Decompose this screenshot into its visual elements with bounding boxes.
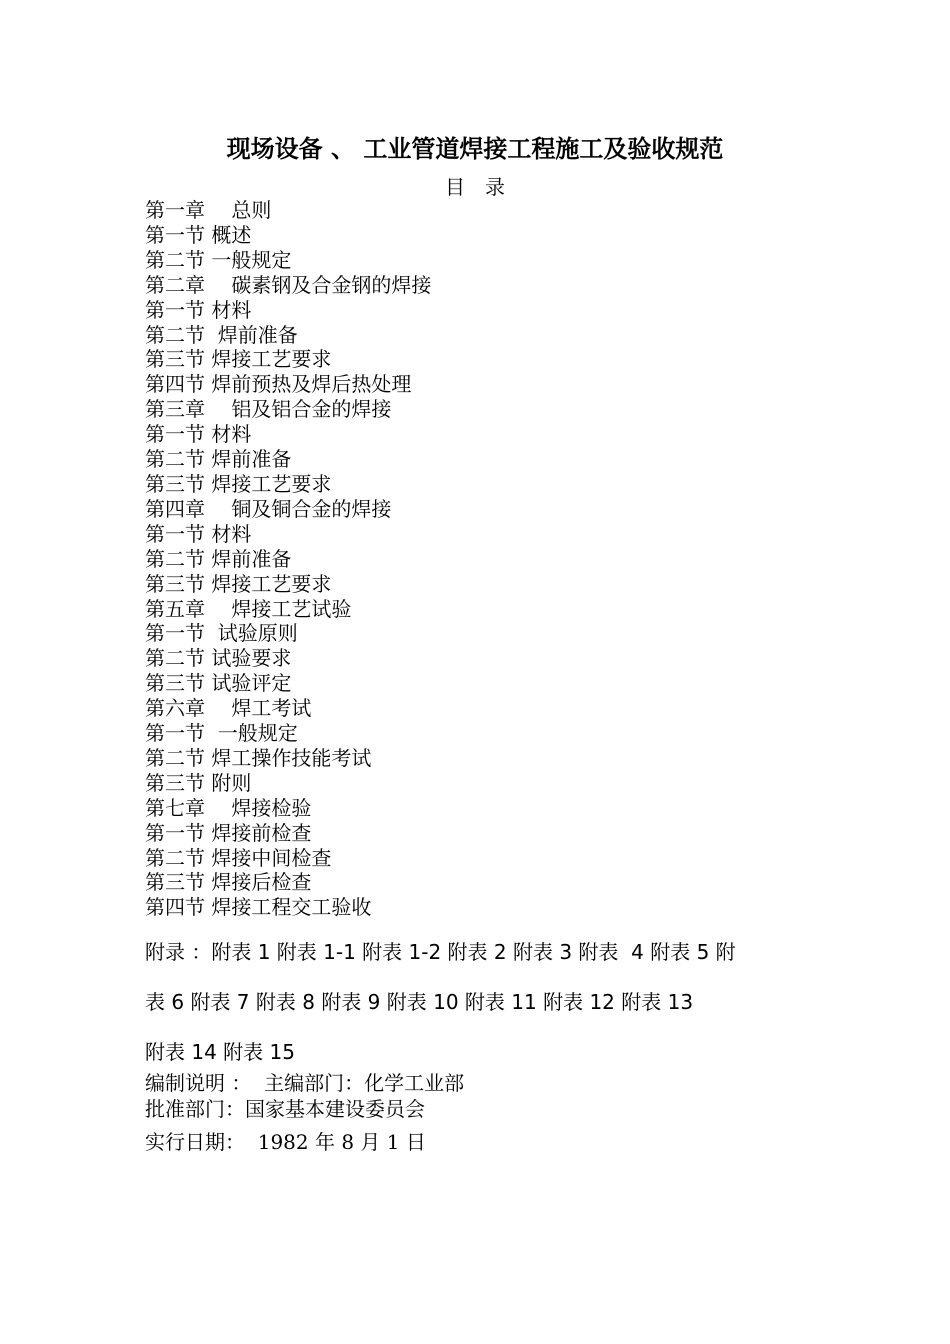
toc-entry: 第二章 碳素钢及合金钢的焊接 — [145, 272, 432, 297]
toc-entry: 第六章 焊工考试 — [145, 696, 312, 721]
toc-entry: 第四节 焊前预热及焊后热处理 — [145, 372, 412, 397]
toc-entry: 第三章 铝及铝合金的焊接 — [145, 397, 392, 422]
toc-entry: 第二节 焊前准备 — [145, 322, 298, 347]
table-of-contents — [145, 198, 431, 920]
toc-entry: 第三节 焊接工艺要求 — [145, 347, 332, 372]
approval-department: 批准部门：国家基本建设委员会 — [145, 1097, 425, 1121]
toc-entry: 第二节 试验要求 — [145, 646, 292, 671]
toc-entry: 第三节 焊接工艺要求 — [145, 571, 332, 596]
toc-entry: 第一节 材料 — [145, 521, 252, 546]
toc-entry: 第二节 焊前准备 — [145, 447, 292, 472]
toc-entry: 第一节 概述 — [145, 222, 252, 247]
toc-entry: 第一章 总则 — [145, 198, 272, 222]
toc-entry: 第一节 材料 — [145, 422, 252, 447]
appendix-line: 附表 14 附表 15 — [145, 1040, 295, 1064]
toc-entry: 第七章 焊接检验 — [145, 795, 312, 820]
toc-entry: 第一节 焊接前检查 — [145, 820, 312, 845]
toc-heading: 目 录 — [445, 175, 505, 199]
toc-entry: 第二节 一般规定 — [145, 247, 292, 272]
toc-entry: 第四节 焊接工程交工验收 — [145, 895, 372, 920]
toc-entry: 第四章 铜及铜合金的焊接 — [145, 496, 392, 521]
toc-entry: 第三节 试验评定 — [145, 671, 292, 696]
toc-entry: 第一节 一般规定 — [145, 721, 298, 746]
appendix-line: 附录 ：附表 1 附表 1-1 附表 1-2 附表 2 附表 3 附表 4 附表 5 附 — [145, 940, 736, 964]
toc-entry: 第三节 附则 — [145, 770, 252, 795]
toc-entry: 第二节 焊接中间检查 — [145, 845, 332, 870]
toc-entry: 第一节 材料 — [145, 297, 252, 322]
compile-note: 编制说明 ： 主编部门：化学工业部 — [145, 1071, 465, 1095]
appendix-line: 表 6 附表 7 附表 8 附表 9 附表 10 附表 11 附表 12 附表 13 — [145, 990, 694, 1014]
toc-entry: 第三节 焊接后检查 — [145, 870, 312, 895]
toc-entry: 第一节 试验原则 — [145, 621, 298, 646]
toc-entry: 第五章 焊接工艺试验 — [145, 596, 352, 621]
effective-date: 实行日期： 1982 年 8 月 1 日 — [145, 1130, 426, 1154]
toc-entry: 第二节 焊前准备 — [145, 546, 292, 571]
toc-entry: 第二节 焊工操作技能考试 — [145, 745, 372, 770]
document-title: 现场设备 、 工业管道焊接工程施工及验收规范 — [226, 135, 724, 163]
appendix-list — [145, 927, 825, 1077]
toc-entry: 第三节 焊接工艺要求 — [145, 471, 332, 496]
